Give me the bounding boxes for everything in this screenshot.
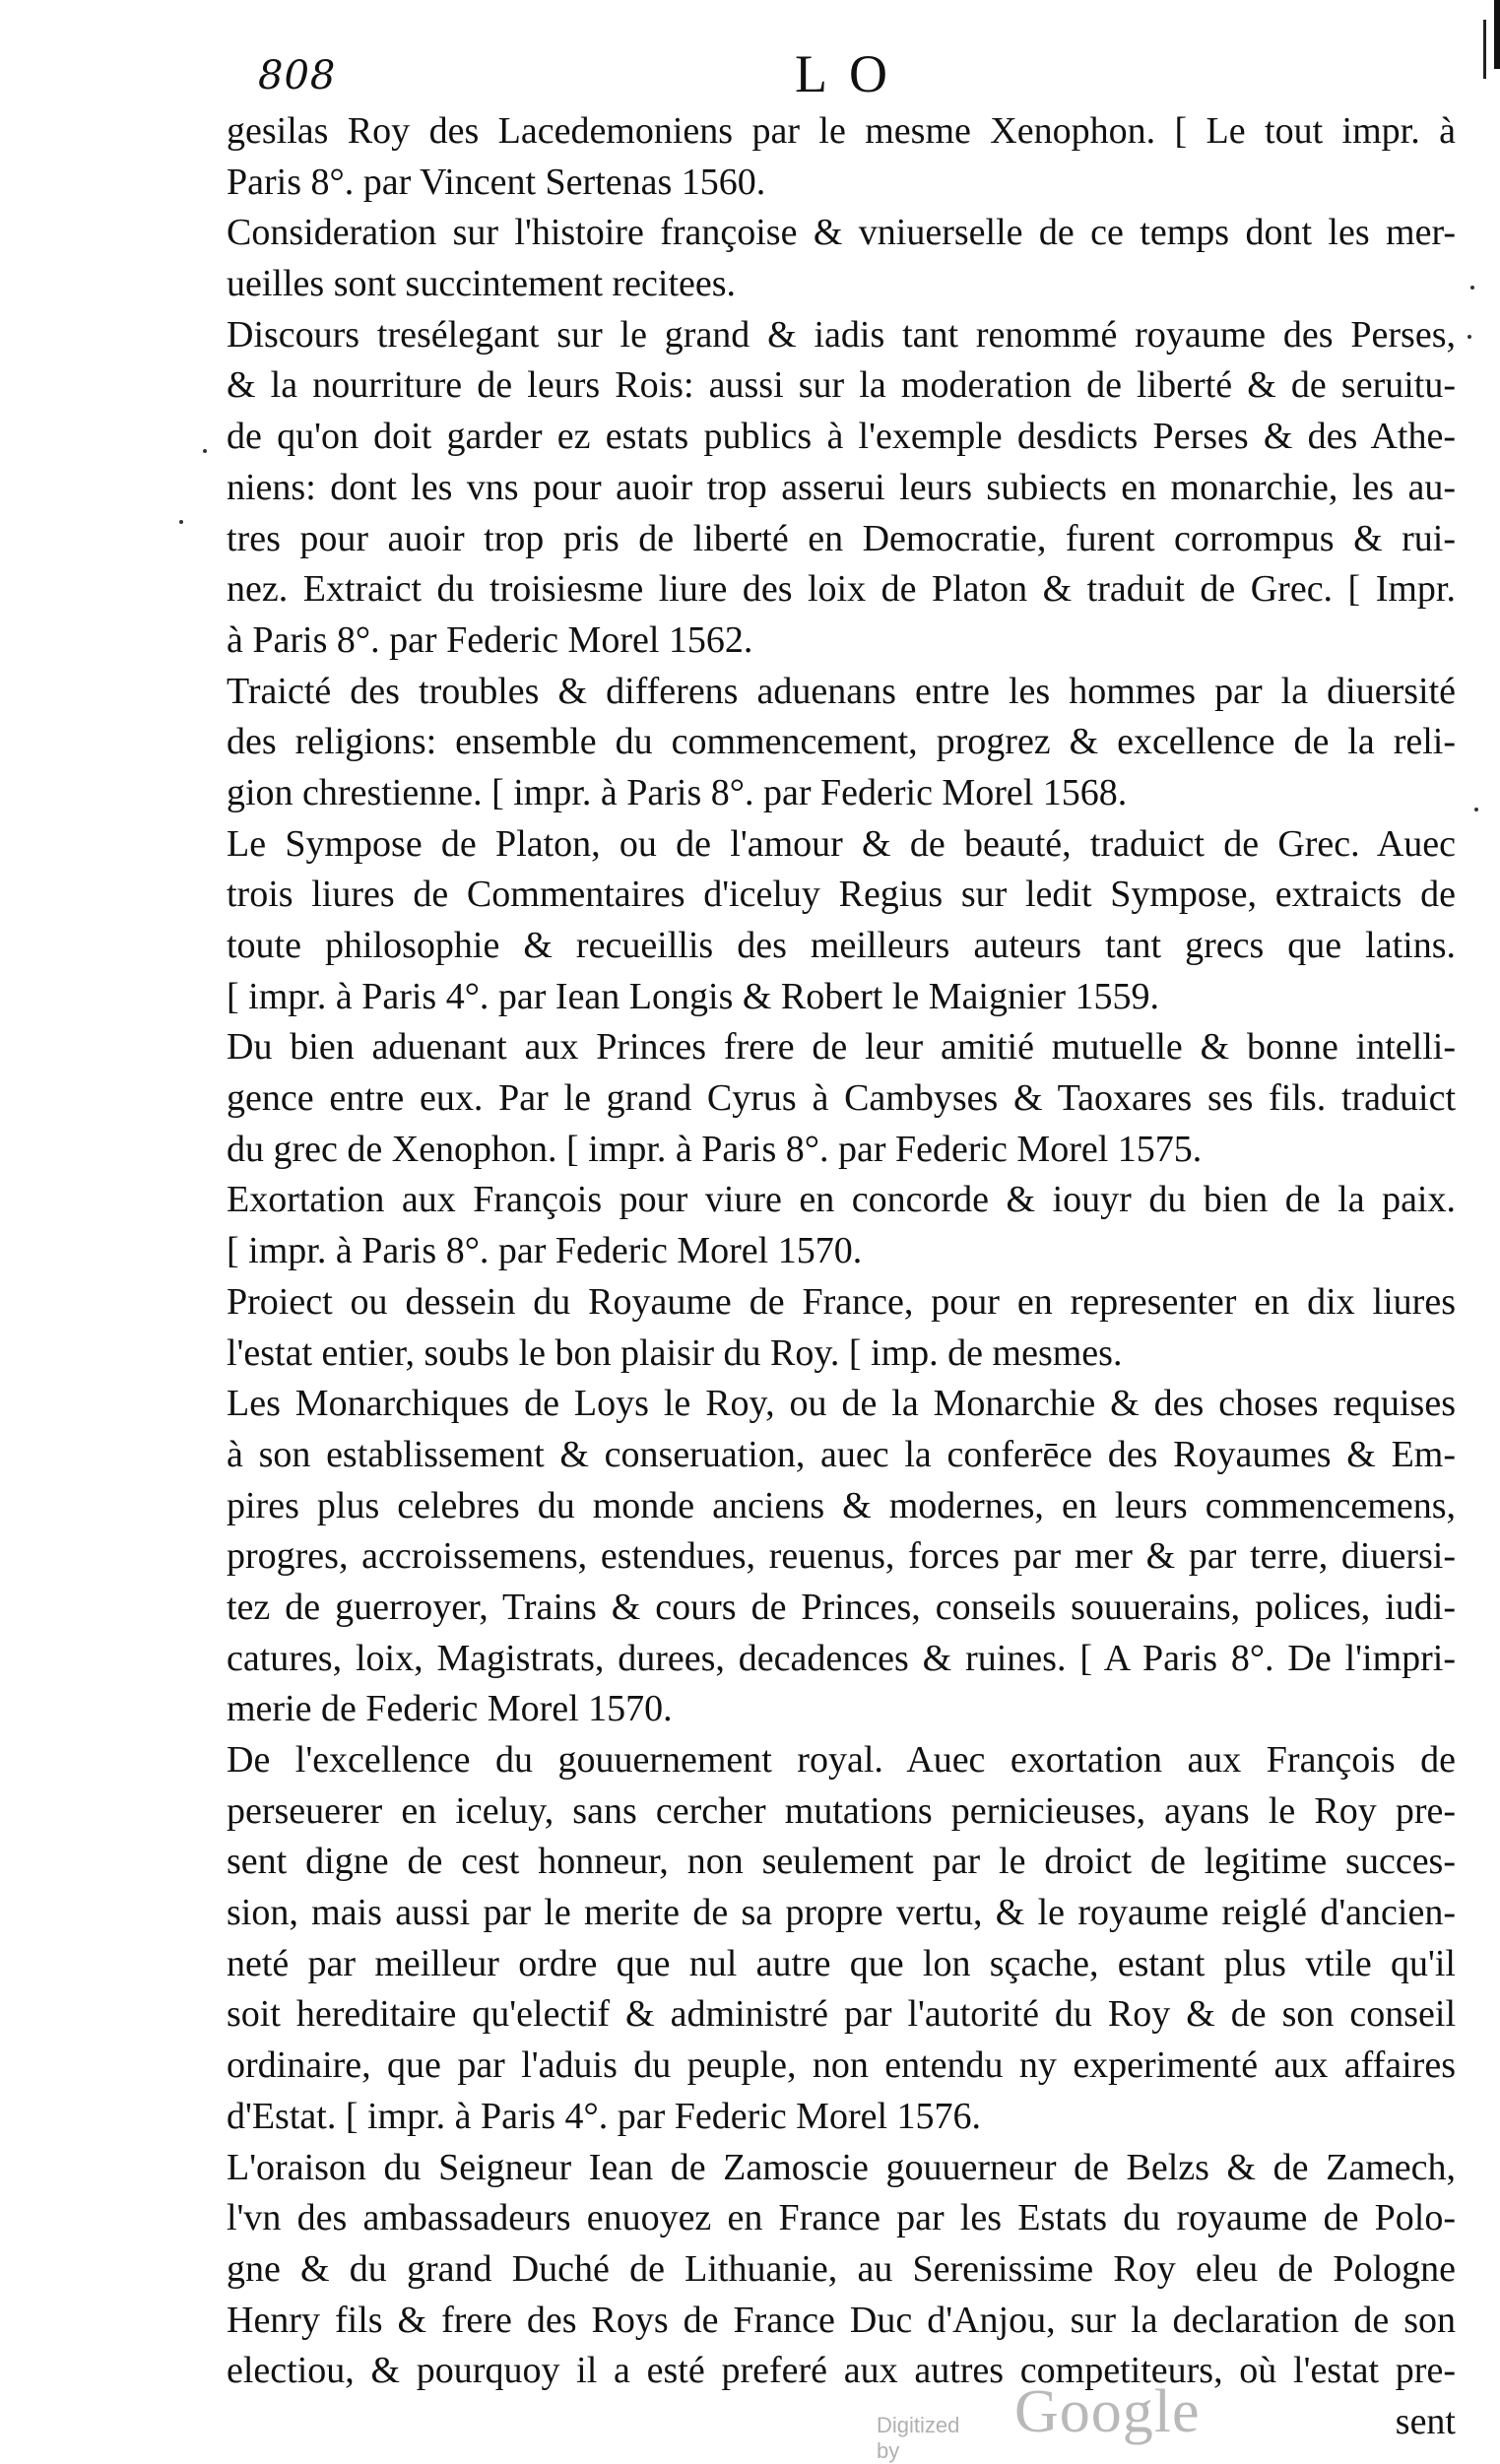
text-line: electiou, & pourquoy il a esté preferé aux autres competiteurs, où l'estat pre-: [227, 2350, 1456, 2392]
text-line: niens: dont les vns pour auoir trop asserui leurs subiects en monarchie, les au-: [227, 466, 1456, 508]
catalog-entries: [227, 106, 1456, 2448]
text-line: gne & du grand Duché de Lithuanie, au Serenissime Roy eleu de Pologne: [227, 2247, 1456, 2290]
text-line: l'estat entier, soubs le bon plaisir du Roy. [ imp. de mesmes.: [227, 1331, 1123, 1374]
margin-speck: [1474, 808, 1478, 811]
text-line: l'vn des ambassadeurs enuoyez en France par les Estats du royaume de Polo-: [227, 2197, 1456, 2239]
text-line: De l'excellence du gouuernement royal. Auec exortation aux François de: [227, 1739, 1456, 1781]
text-line: du grec de Xenophon. [ impr. à Paris 8°. par Federic Morel 1575.: [227, 1128, 1203, 1170]
text-line: gion chrestienne. [ impr. à Paris 8°. par Federic Morel 1568.: [227, 771, 1128, 813]
page-edge-shadow: [1494, 0, 1500, 69]
margin-speck: [1467, 335, 1471, 339]
text-line: toute philosophie & recueillis des meilleurs auteurs tant grecs que latins.: [227, 925, 1456, 966]
margin-speck: [1470, 286, 1474, 290]
text-line: d'Estat. [ impr. à Paris 4°. par Federic Morel 1576.: [227, 2095, 982, 2137]
text-line: perseuerer en iceluy, sans cercher mutations pernicieuses, ayans le Roy pre-: [227, 1789, 1456, 1832]
text-line: soit hereditaire qu'electif & administré par l'autorité du Roy & de son conseil: [227, 1993, 1456, 2036]
text-line: sion, mais aussi par le merite de sa propre vertu, & le royaume reiglé d'ancien-: [227, 1892, 1456, 1934]
text-line: Du bien aduenant aux Princes frere de leur amitié mutuelle & bonne intelli-: [227, 1026, 1456, 1069]
text-line: Paris 8°. par Vincent Sertenas 1560.: [227, 161, 766, 203]
text-line: L'oraison du Seigneur Iean de Zamoscie gouuerneur de Belzs & de Zamech,: [227, 2146, 1456, 2188]
text-line: nez. Extraict du troisiesme liure des loix de Platon & traduit de Grec. [ Impr.: [227, 568, 1456, 611]
text-line: de qu'on doit garder ez estats publics à l'exemple desdicts Perses & des Athe-: [227, 416, 1456, 458]
text-line: neté par meilleur ordre que nul autre que lon sçache, estant plus vtile qu'il: [227, 1942, 1456, 1984]
text-line: sent digne de cest honneur, non seulement par le droict de legitime succes-: [227, 1841, 1456, 1883]
text-line: catures, loix, Magistrats, durees, decadences & ruines. [ A Paris 8°. De l'impri-: [227, 1637, 1456, 1679]
text-line: [ impr. à Paris 8°. par Federic Morel 1570.: [227, 1230, 863, 1272]
text-line: pires plus celebres du monde anciens & modernes, en leurs commencemens,: [227, 1484, 1456, 1526]
text-line: à son establissement & conseruation, auec la conferēce des Royaumes & Em-: [227, 1433, 1456, 1475]
text-line: Exortation aux François pour viure en concorde & iouyr du bien de la paix.: [227, 1179, 1456, 1221]
text-line: Les Monarchiques de Loys le Roy, ou de la Monarchie & des choses requises: [227, 1383, 1456, 1425]
margin-speck: [179, 520, 183, 524]
text-line: à Paris 8°. par Federic Morel 1562.: [227, 618, 753, 661]
page-header: [258, 45, 1440, 104]
page-number: 808: [258, 53, 337, 98]
text-line: trois liures de Commentaires d'iceluy Regius sur ledit Sympose, extraicts de: [227, 874, 1456, 916]
text-line: merie de Federic Morel 1570.: [227, 1688, 673, 1730]
text-line: progres, accroissemens, estendues, reuenus, forces par mer & par terre, diuersi-: [227, 1535, 1456, 1578]
text-line: tres pour auoir trop pris de liberté en Democratie, furent corrompus & rui-: [227, 517, 1456, 559]
text-line: sent: [1395, 2400, 1456, 2442]
text-line: Henry fils & frere des Roys de France Duc d'Anjou, sur la declaration de son: [227, 2299, 1456, 2341]
margin-speck: [203, 449, 207, 453]
running-head: LO: [795, 44, 909, 103]
google-logo: Google: [1014, 2378, 1201, 2445]
digitized-by-label: Digitized by: [877, 2413, 960, 2463]
text-line: gence entre eux. Par le grand Cyrus à Cambyses & Taoxares ses fils. traduict: [227, 1077, 1456, 1120]
text-line: Le Sympose de Platon, ou de l'amour & de beauté, traduict de Grec. Auec: [227, 822, 1456, 865]
text-line: Proiect ou dessein du Royaume de France, pour en representer en dix liures: [227, 1280, 1456, 1323]
text-line: des religions: ensemble du commencement, progrez & excellence de la reli-: [227, 721, 1456, 763]
text-line: ueilles sont succintement recitees.: [227, 263, 737, 305]
text-line: Traicté des troubles & differens aduenans entre les hommes par la diuersité: [227, 670, 1456, 712]
text-line: tez de guerroyer, Trains & cours de Princes, conseils souuerains, polices, iudi-: [227, 1586, 1456, 1628]
text-line: [ impr. à Paris 4°. par Iean Longis & Robert le Maignier 1559.: [227, 975, 1160, 1017]
text-line: gesilas Roy des Lacedemoniens par le mesme Xenophon. [ Le tout impr. à: [227, 110, 1456, 152]
page-edge-mark: [1483, 20, 1486, 79]
text-line: & la nourriture de leurs Rois: aussi sur la moderation de liberté & de seruitu-: [227, 364, 1456, 407]
text-line: ordinaire, que par l'aduis du peuple, non entendu ny experimenté aux affaires: [227, 2044, 1456, 2087]
text-line: Consideration sur l'histoire françoise & vniuerselle de ce temps dont les mer-: [227, 212, 1456, 254]
text-line: Discours tresélegant sur le grand & iadis tant renommé royaume des Perses,: [227, 313, 1456, 356]
